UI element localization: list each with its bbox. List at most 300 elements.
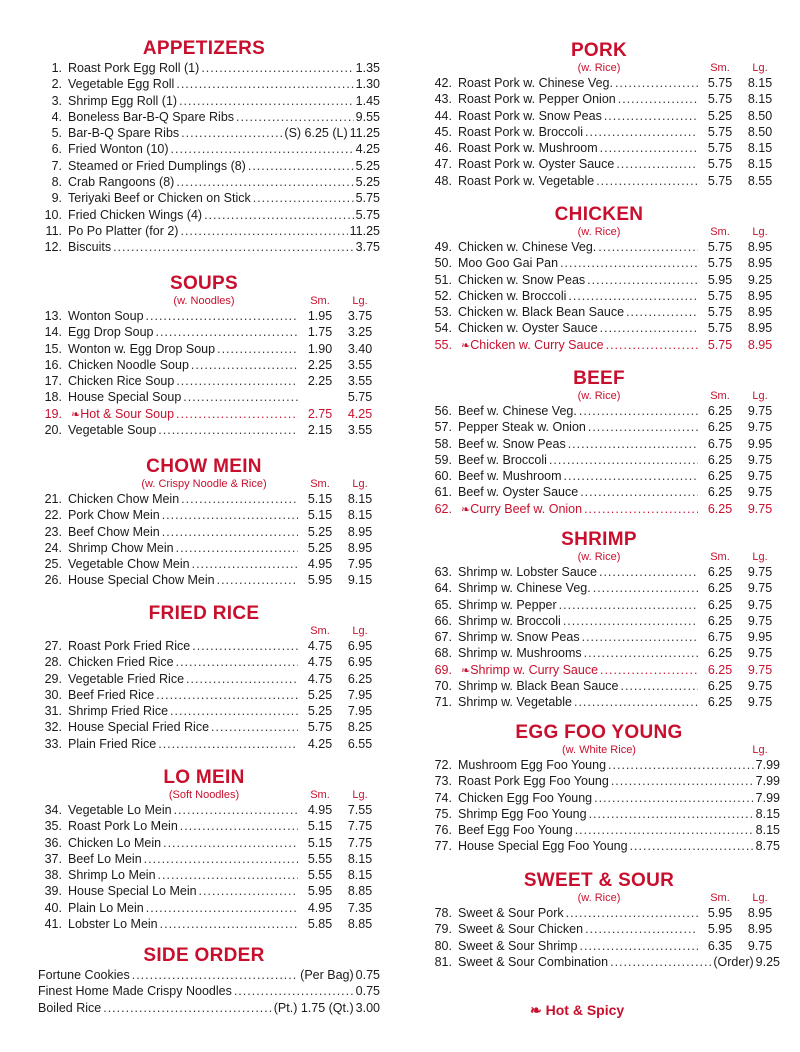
menu-item xyxy=(418,564,780,580)
item-number: 4. xyxy=(51,109,62,124)
dot-leader xyxy=(179,93,354,109)
item-number: 32. xyxy=(44,720,62,735)
item-price-large: 8.15 xyxy=(347,851,373,866)
item-number: 13. xyxy=(44,309,62,323)
menu-item xyxy=(28,389,380,405)
item-price-large: 7.75 xyxy=(347,819,373,834)
dot-leader xyxy=(236,109,354,125)
item-price-small: 6.25 xyxy=(707,646,733,661)
item-name: Plain Lo Mein xyxy=(68,900,144,915)
item-number: 35. xyxy=(44,819,62,834)
item-price-large: 9.25 xyxy=(747,272,773,287)
item-price: 8.15 xyxy=(755,806,780,821)
menu-item xyxy=(28,654,380,670)
item-price: 5.75 xyxy=(355,207,380,222)
item-name: Roast Pork w. Broccoli xyxy=(458,124,584,139)
item-price: 7.99 xyxy=(755,758,780,772)
item-price-small: 4.95 xyxy=(307,557,333,572)
menu-item xyxy=(418,239,780,255)
legend-label: Hot & Spicy xyxy=(545,1002,625,1018)
item-name: Shrimp w. Vegetable xyxy=(458,695,572,710)
item-name: Fried Chicken Wings (4) xyxy=(68,207,203,222)
item-price-large: 8.85 xyxy=(347,884,373,899)
fried-rice-section xyxy=(28,603,380,752)
item-name: Beef Lo Mein xyxy=(68,851,142,866)
item-number: 53. xyxy=(434,305,452,320)
item-number: 7. xyxy=(51,158,62,173)
item-price-small: 5.75 xyxy=(707,124,733,139)
dot-leader xyxy=(217,572,298,588)
dot-leader xyxy=(580,484,698,500)
item-price-small: 6.25 xyxy=(707,501,733,516)
item-name: Biscuits xyxy=(68,240,112,255)
dot-leader xyxy=(158,867,298,883)
dot-leader xyxy=(579,403,698,419)
item-name: Vegetable Soup xyxy=(68,423,157,438)
item-name: House Special Lo Mein xyxy=(68,884,197,899)
item-name: Sweet & Sour Chicken xyxy=(458,922,584,937)
menu-item xyxy=(28,818,380,834)
item-price-small: 6.35 xyxy=(707,938,733,953)
item-number: 24. xyxy=(44,540,62,555)
item-name: Beef Chow Mein xyxy=(68,524,160,539)
dot-leader xyxy=(626,304,698,320)
item-number: 20. xyxy=(44,423,62,438)
item-name: Roast Pork Egg Foo Young xyxy=(458,774,609,789)
item-number: 26. xyxy=(44,573,62,588)
item-price-large: 9.75 xyxy=(747,420,773,435)
section-note: (w. Rice) xyxy=(577,892,621,904)
menu-item xyxy=(28,207,380,223)
item-name: Chicken Fried Rice xyxy=(68,655,174,670)
item-price-small: 6.25 xyxy=(707,485,733,500)
large-header: Lg. xyxy=(752,551,768,563)
item-number: 36. xyxy=(44,835,62,850)
item-price-large: 8.95 xyxy=(747,240,773,254)
menu-item xyxy=(28,373,380,389)
item-name: Chicken w. Chinese Veg. xyxy=(458,240,597,254)
item-price-small: 5.15 xyxy=(307,819,333,834)
item-name: Shrimp w. Black Bean Sauce xyxy=(458,679,619,694)
item-list xyxy=(28,802,380,932)
item-price: 9.55 xyxy=(355,109,380,124)
item-name: Roast Pork Egg Roll (1) xyxy=(68,61,200,75)
item-name: Plain Fried Rice xyxy=(68,736,157,751)
item-number: 9. xyxy=(51,191,62,206)
item-number: 72. xyxy=(434,758,452,772)
dot-leader xyxy=(146,308,298,324)
item-number: 55. xyxy=(434,337,452,352)
item-list xyxy=(418,239,780,353)
dot-leader xyxy=(211,719,298,735)
sweet-sour-section xyxy=(418,870,780,970)
item-price-small: 2.25 xyxy=(307,357,333,372)
menu-item xyxy=(28,125,380,141)
dot-leader xyxy=(176,540,298,556)
section-title: FRIED RICE xyxy=(148,603,260,624)
small-header: Sm. xyxy=(710,62,730,74)
item-size-note: (S) 6.25 (L) xyxy=(284,126,348,141)
item-price-large: 9.75 xyxy=(747,565,773,579)
item-number: 3. xyxy=(51,93,62,108)
item-price-small: 4.75 xyxy=(307,655,333,670)
item-name: Boneless Bar-B-Q Spare Ribs xyxy=(68,109,235,124)
item-price-small: 5.95 xyxy=(707,906,733,920)
item-price-small: 5.95 xyxy=(307,884,333,899)
menu-item xyxy=(418,645,780,661)
item-price-large: 9.15 xyxy=(347,573,373,588)
item-price-small: 6.25 xyxy=(707,597,733,612)
item-price: 7.99 xyxy=(755,774,780,789)
item-price-small: 4.75 xyxy=(307,671,333,686)
item-number: 59. xyxy=(434,452,452,467)
item-name: House Special Soup xyxy=(68,390,182,405)
dot-leader xyxy=(621,678,699,694)
item-price-small: 1.95 xyxy=(307,309,333,323)
item-number: 54. xyxy=(434,321,452,336)
dot-leader xyxy=(248,158,354,174)
item-price-small: 6.25 xyxy=(707,404,733,418)
small-header: Sm. xyxy=(310,625,330,637)
menu-item xyxy=(28,308,380,324)
section-subheader xyxy=(28,478,380,491)
menu-item xyxy=(28,967,380,983)
menu-item xyxy=(28,556,380,572)
dot-leader xyxy=(560,255,698,271)
item-name: Roast Pork w. Pepper Onion xyxy=(458,92,616,107)
item-number: 15. xyxy=(44,341,62,356)
menu-item xyxy=(28,900,380,916)
dot-leader xyxy=(608,757,754,773)
item-number: 33. xyxy=(44,736,62,751)
menu-item xyxy=(28,491,380,507)
dot-leader xyxy=(146,900,298,916)
item-name: Shrimp w. Mushrooms xyxy=(458,646,582,661)
dot-leader xyxy=(606,337,698,353)
item-price-small: 2.15 xyxy=(307,423,333,438)
dot-leader xyxy=(162,507,298,523)
item-price-large: 3.25 xyxy=(347,325,373,340)
menu-item xyxy=(418,613,780,629)
section-subheader xyxy=(418,390,780,403)
item-price-large: 9.75 xyxy=(747,679,773,694)
dot-leader xyxy=(585,921,698,937)
dot-leader xyxy=(181,491,298,507)
small-header: Sm. xyxy=(710,551,730,563)
chili-pepper-icon: ❧ xyxy=(71,408,81,421)
menu-item xyxy=(418,173,780,189)
side-order-section xyxy=(28,945,380,1016)
item-name: Shrimp w. Lobster Sauce xyxy=(458,565,597,579)
item-price-small: 5.85 xyxy=(307,917,333,932)
item-number: 22. xyxy=(44,508,62,523)
item-price-large: 9.95 xyxy=(747,436,773,451)
item-number: 66. xyxy=(434,613,452,628)
item-price: 11.25 xyxy=(349,126,380,141)
item-name: Fried Wonton (10) xyxy=(68,142,169,157)
item-price-large: 7.35 xyxy=(347,900,373,915)
item-price-large: 8.95 xyxy=(747,906,773,920)
item-price-large: 8.25 xyxy=(347,720,373,735)
item-list xyxy=(418,75,780,189)
dot-leader xyxy=(593,580,698,596)
item-price-small: 6.75 xyxy=(707,436,733,451)
item-price-large: 3.55 xyxy=(347,423,373,438)
item-price-small: 5.75 xyxy=(707,288,733,303)
section-subheader xyxy=(28,295,380,308)
item-number: 37. xyxy=(44,851,62,866)
item-name: Sweet & Sour Pork xyxy=(458,906,564,920)
item-price: 1.35 xyxy=(355,61,380,75)
dot-leader xyxy=(611,773,754,789)
item-list xyxy=(28,60,380,256)
item-number: 58. xyxy=(434,436,452,451)
menu-item xyxy=(28,1000,380,1016)
item-number: 12. xyxy=(44,240,62,255)
menu-item xyxy=(418,468,780,484)
small-header: Sm. xyxy=(710,892,730,904)
item-price-small: 6.25 xyxy=(707,613,733,628)
menu-item xyxy=(418,597,780,613)
item-price-large: 8.15 xyxy=(347,868,373,883)
item-price-small: 6.25 xyxy=(707,662,733,677)
dot-leader xyxy=(587,272,698,288)
item-price: 3.75 xyxy=(355,240,380,255)
menu-item xyxy=(418,694,780,710)
item-list xyxy=(28,308,380,438)
menu-item xyxy=(418,272,780,288)
item-price-large: 4.25 xyxy=(347,406,373,421)
dot-leader xyxy=(162,524,298,540)
item-price-large: 8.15 xyxy=(747,92,773,107)
dot-leader xyxy=(559,597,698,613)
dot-leader xyxy=(176,76,353,92)
item-number: 10. xyxy=(44,207,62,222)
item-price-large: 9.75 xyxy=(747,452,773,467)
item-price-large: 6.25 xyxy=(347,671,373,686)
item-name: Moo Goo Gai Pan xyxy=(458,256,559,271)
item-name: Chicken Noodle Soup xyxy=(68,357,189,372)
item-name: Chicken Egg Foo Young xyxy=(458,790,593,805)
large-header: Lg. xyxy=(752,62,768,74)
item-name: Vegetable Lo Mein xyxy=(68,803,172,817)
item-number: 81. xyxy=(434,954,452,969)
item-price-large: 3.55 xyxy=(347,374,373,389)
dot-leader xyxy=(170,703,298,719)
item-number: 50. xyxy=(434,256,452,271)
item-number: 64. xyxy=(434,581,452,596)
large-header: Lg. xyxy=(352,295,368,307)
item-name: Shrimp w. Curry Sauce xyxy=(470,662,599,677)
item-price-small: 6.25 xyxy=(707,679,733,694)
item-price: 8.75 xyxy=(755,839,780,854)
item-number: 18. xyxy=(44,390,62,405)
dot-leader xyxy=(568,436,698,452)
item-price-large: 8.95 xyxy=(347,524,373,539)
dot-leader xyxy=(156,687,298,703)
item-number: 30. xyxy=(44,687,62,702)
item-number: 56. xyxy=(434,404,452,418)
item-price-large: 8.15 xyxy=(347,508,373,523)
item-name: Beef w. Mushroom xyxy=(458,469,562,484)
item-name: Shrimp Fried Rice xyxy=(68,704,169,719)
large-header: Lg. xyxy=(352,478,368,490)
menu-item xyxy=(28,158,380,174)
item-list xyxy=(418,757,780,855)
item-price-small: 6.25 xyxy=(707,469,733,484)
beef-section xyxy=(418,368,780,517)
item-name: Chicken w. Snow Peas xyxy=(458,272,586,287)
dot-leader xyxy=(158,736,298,752)
item-number: 73. xyxy=(434,774,452,789)
menu-item xyxy=(28,190,380,206)
dot-leader xyxy=(596,173,698,189)
item-number: 28. xyxy=(44,655,62,670)
section-title: SWEET & SOUR xyxy=(523,870,675,891)
item-name: Bar-B-Q Spare Ribs xyxy=(68,126,180,141)
item-number: 65. xyxy=(434,597,452,612)
item-price-small: 6.25 xyxy=(707,695,733,710)
section-subheader xyxy=(418,62,780,75)
item-price-small: 5.75 xyxy=(707,305,733,320)
item-number: 5. xyxy=(51,126,62,141)
item-price-small: 5.95 xyxy=(707,922,733,937)
menu-item xyxy=(28,983,380,999)
dot-leader xyxy=(584,501,698,517)
lo-mein-section xyxy=(28,767,380,932)
menu-item xyxy=(28,239,380,255)
item-price-small: 5.15 xyxy=(307,508,333,523)
dot-leader xyxy=(584,645,698,661)
dot-leader xyxy=(176,406,298,422)
item-price-small: 6.25 xyxy=(707,581,733,596)
section-title: APPETIZERS xyxy=(142,38,266,59)
section-note: (w. Rice) xyxy=(577,226,621,238)
item-price-small: 2.25 xyxy=(307,374,333,389)
item-number: 19. xyxy=(44,406,62,421)
item-name: Pork Chow Mein xyxy=(68,508,160,523)
section-subheader xyxy=(418,744,780,757)
dot-leader xyxy=(564,468,698,484)
dot-leader xyxy=(582,629,698,645)
menu-item xyxy=(418,838,780,854)
item-number: 47. xyxy=(434,157,452,172)
item-number: 62. xyxy=(434,501,452,516)
dot-leader xyxy=(616,156,698,172)
item-name: Chicken w. Broccoli xyxy=(458,288,567,303)
item-price-small: 5.95 xyxy=(307,573,333,588)
item-number: 21. xyxy=(44,492,62,506)
item-price-large: 9.75 xyxy=(747,501,773,516)
item-price-small: 5.75 xyxy=(707,240,733,254)
menu-item xyxy=(418,822,780,838)
item-price-large: 7.95 xyxy=(347,557,373,572)
item-price-small: 5.25 xyxy=(707,108,733,123)
dot-leader xyxy=(201,60,353,76)
item-price-small: 5.25 xyxy=(307,687,333,702)
menu-item xyxy=(28,93,380,109)
menu-item xyxy=(418,255,780,271)
menu-item xyxy=(28,638,380,654)
menu-item xyxy=(418,156,780,172)
large-header: Lg. xyxy=(752,892,768,904)
item-size-note: (Per Bag) xyxy=(300,968,354,982)
section-title: PORK xyxy=(570,40,628,61)
item-name: Shrimp Chow Mein xyxy=(68,540,174,555)
item-price-small: 4.25 xyxy=(307,736,333,751)
dot-leader xyxy=(600,662,698,678)
section-subheader xyxy=(28,625,380,638)
item-price-small: 6.25 xyxy=(707,452,733,467)
chicken-section xyxy=(418,204,780,353)
item-price-small: 1.90 xyxy=(307,341,333,356)
section-subheader xyxy=(28,789,380,802)
item-price-large: 8.95 xyxy=(347,540,373,555)
item-name: Wonton Soup xyxy=(68,309,144,323)
item-name: Steamed or Fried Dumplings (8) xyxy=(68,158,246,173)
item-name: Beef w. Chinese Veg. xyxy=(458,404,577,418)
item-price-large: 7.95 xyxy=(347,687,373,702)
item-number: 41. xyxy=(44,917,62,932)
dot-leader xyxy=(630,838,754,854)
item-price-small: 2.75 xyxy=(307,406,333,421)
item-number: 6. xyxy=(51,142,62,157)
small-header: Sm. xyxy=(710,390,730,402)
hot-spicy-legend xyxy=(530,1002,624,1019)
item-number: 76. xyxy=(434,823,452,838)
item-list xyxy=(28,967,380,1016)
item-name: Shrimp Egg Roll (1) xyxy=(68,93,178,108)
chow-mein-section xyxy=(28,456,380,589)
dot-leader xyxy=(618,91,698,107)
dot-leader xyxy=(192,556,298,572)
dot-leader xyxy=(180,223,347,239)
item-name: Beef Egg Foo Young xyxy=(458,823,573,838)
menu-item xyxy=(28,357,380,373)
dot-leader xyxy=(181,125,282,141)
item-price-large: 7.95 xyxy=(347,704,373,719)
item-price-large: 9.95 xyxy=(747,630,773,645)
item-price-small: 5.75 xyxy=(707,141,733,156)
item-name: Beef Fried Rice xyxy=(68,687,155,702)
section-subheader xyxy=(418,226,780,239)
menu-item xyxy=(418,484,780,500)
item-name: Shrimp w. Pepper xyxy=(458,597,557,612)
item-price-small: 5.55 xyxy=(307,868,333,883)
item-name: Beef w. Snow Peas xyxy=(458,436,566,451)
small-header: Sm. xyxy=(310,789,330,801)
section-note: (Soft Noodles) xyxy=(168,789,240,801)
item-price-large: 8.15 xyxy=(747,157,773,172)
section-note: (w. Rice) xyxy=(577,551,621,563)
menu-item xyxy=(418,75,780,91)
menu-item xyxy=(418,678,780,694)
item-price-small: 5.25 xyxy=(307,524,333,539)
dot-leader xyxy=(176,373,298,389)
dot-leader xyxy=(566,905,698,921)
item-list xyxy=(418,564,780,711)
menu-item xyxy=(28,422,380,438)
menu-item xyxy=(28,719,380,735)
item-number: 16. xyxy=(44,357,62,372)
item-number: 31. xyxy=(44,704,62,719)
menu-item xyxy=(418,320,780,336)
item-price-large: 9.75 xyxy=(747,485,773,500)
menu-item xyxy=(418,790,780,806)
item-name: House Special Egg Foo Young xyxy=(458,839,628,854)
dot-leader xyxy=(589,806,754,822)
item-price-small: 6.25 xyxy=(707,565,733,579)
